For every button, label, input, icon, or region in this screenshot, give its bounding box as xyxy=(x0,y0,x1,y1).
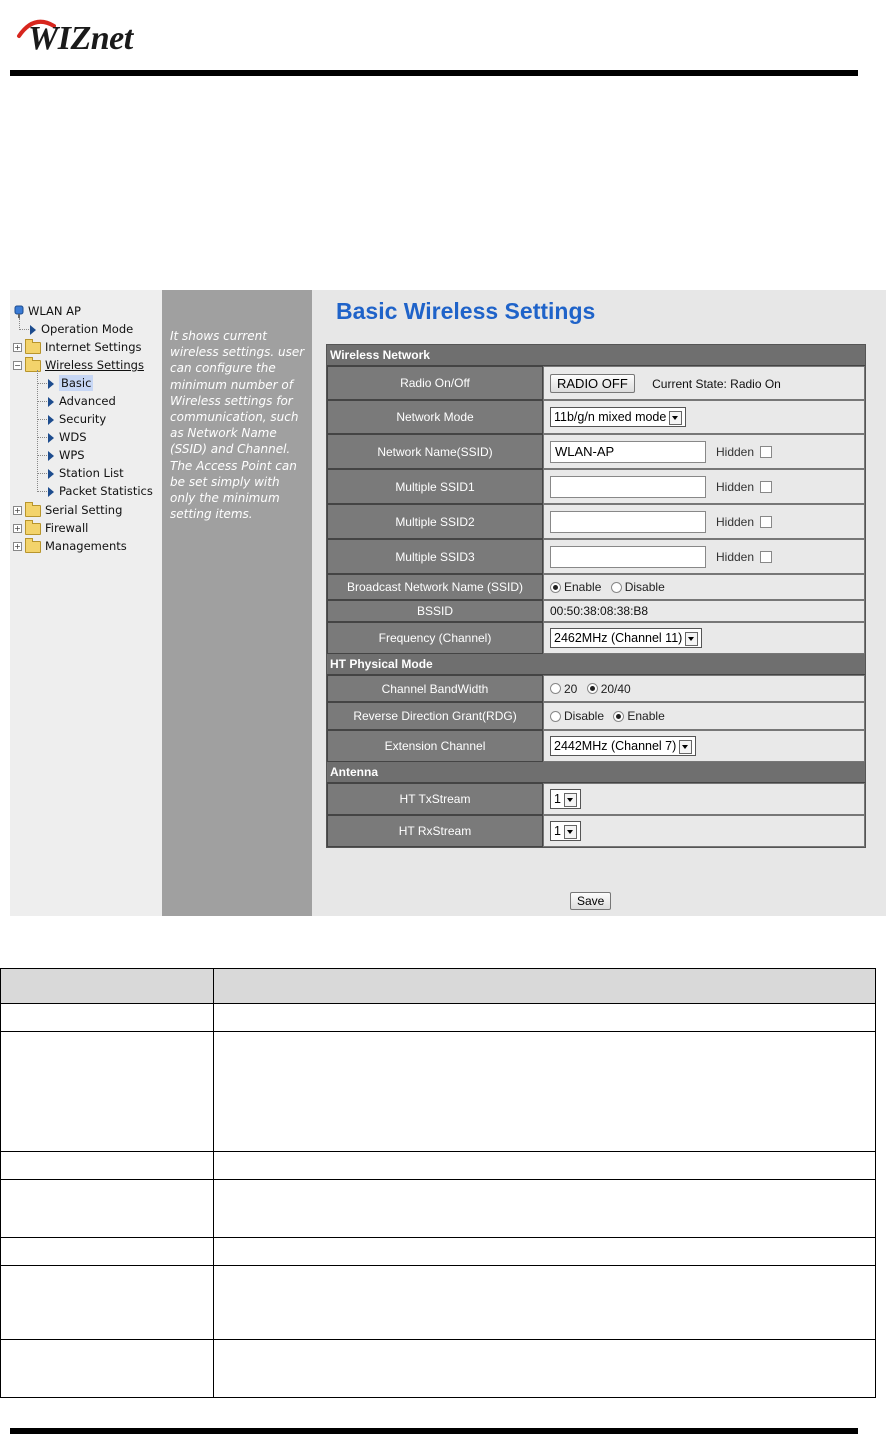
wlan-ap-icon xyxy=(14,305,24,319)
row-broadcast xyxy=(327,574,865,600)
select-value: 1 xyxy=(554,824,561,838)
frequency-select[interactable] xyxy=(550,628,702,648)
row-label: Network Name(SSID) xyxy=(327,434,543,469)
table-row xyxy=(1,1004,876,1032)
arrow-icon xyxy=(48,379,54,389)
tree-line xyxy=(37,383,47,384)
tree-item-label: Packet Statistics xyxy=(59,484,153,498)
tree-line xyxy=(19,318,20,328)
row-label: Multiple SSID3 xyxy=(327,539,543,574)
table-cell xyxy=(214,1152,876,1180)
expand-plus-icon[interactable]: + xyxy=(14,506,21,515)
broadcast-enable-radio[interactable] xyxy=(550,582,561,593)
row-value xyxy=(543,434,865,469)
table-cell xyxy=(1,1266,214,1340)
mssid1-hidden-checkbox[interactable] xyxy=(760,481,772,493)
row-tx-stream xyxy=(327,783,865,815)
expand-plus-icon[interactable]: + xyxy=(14,542,21,551)
radio-off-button[interactable]: RADIO OFF xyxy=(550,374,635,393)
row-ssid xyxy=(327,434,865,469)
row-label: Extension Channel xyxy=(327,730,543,762)
hidden-label: Hidden xyxy=(716,444,755,459)
row-label: Broadcast Network Name (SSID) xyxy=(327,574,543,600)
tree-item-internet-settings[interactable] xyxy=(13,339,142,355)
table-cell xyxy=(1,1340,214,1398)
row-network-mode xyxy=(327,400,865,434)
tree-item-label: Station List xyxy=(59,466,124,480)
arrow-icon xyxy=(48,433,54,443)
radio-label: Disable xyxy=(624,580,665,595)
tree-line xyxy=(19,329,29,330)
radio-label: Disable xyxy=(564,709,605,724)
row-value xyxy=(543,504,865,539)
table-cell xyxy=(214,1238,876,1266)
tree-item-wps[interactable] xyxy=(48,447,85,463)
table-cell xyxy=(214,1266,876,1340)
arrow-icon xyxy=(48,469,54,479)
row-value xyxy=(543,539,865,574)
row-label: Frequency (Channel) xyxy=(327,622,543,654)
main-panel xyxy=(312,290,886,916)
row-label: Reverse Direction Grant(RDG) xyxy=(327,702,543,730)
help-text: It shows current wireless settings. user can configure the minimum number of Wireless settings for communication, such as Network Name (SSID) and Channel. The Access Point can be set simply with only the minimum setting items. xyxy=(170,329,305,522)
table-row xyxy=(1,1266,876,1340)
table-cell xyxy=(214,1032,876,1152)
folder-open-icon xyxy=(25,360,41,372)
radio-state-text: Current State: Radio On xyxy=(652,376,781,391)
table-row xyxy=(1,1340,876,1398)
chevron-down-icon xyxy=(679,740,692,754)
settings-form xyxy=(326,344,866,848)
tree-item-station-list[interactable] xyxy=(48,465,124,481)
tree-item-label: Operation Mode xyxy=(41,322,134,336)
row-value xyxy=(543,574,865,600)
chevron-down-icon xyxy=(685,632,698,646)
footer-rule xyxy=(10,1428,858,1434)
tree-item-label: Internet Settings xyxy=(45,340,142,354)
section-header-antenna xyxy=(327,762,865,783)
row-radio xyxy=(327,366,865,400)
tree-item-label: Firewall xyxy=(45,521,89,535)
save-button[interactable]: Save xyxy=(570,892,611,910)
tree-item-wireless-settings[interactable] xyxy=(13,357,144,373)
page-title: Basic Wireless Settings xyxy=(336,298,596,324)
row-label: Channel BandWidth xyxy=(327,675,543,702)
table-row xyxy=(1,1032,876,1152)
select-value: 11b/g/n mixed mode xyxy=(554,410,667,424)
rx-stream-select[interactable] xyxy=(550,821,581,841)
hidden-label: Hidden xyxy=(716,549,755,564)
row-label: HT TxStream xyxy=(327,783,543,815)
rdg-enable-radio[interactable] xyxy=(613,711,624,722)
tree-item-label: WPS xyxy=(59,448,85,462)
row-value xyxy=(543,783,865,815)
folder-icon xyxy=(25,505,41,517)
mssid3-input[interactable] xyxy=(550,546,706,568)
row-value xyxy=(543,675,865,702)
mssid3-hidden-checkbox[interactable] xyxy=(760,551,772,563)
folder-icon xyxy=(25,541,41,553)
arrow-icon xyxy=(48,487,54,497)
router-web-ui xyxy=(10,290,886,916)
row-label: BSSID xyxy=(327,600,543,622)
table-cell xyxy=(1,1180,214,1238)
tree-line xyxy=(37,419,47,420)
tree-item-label: WDS xyxy=(59,430,87,444)
radio-label: Enable xyxy=(564,580,602,595)
expand-plus-icon[interactable]: + xyxy=(14,343,21,352)
radio-label: 20 xyxy=(564,681,578,696)
bssid-value: 00:50:38:08:38:B8 xyxy=(543,600,865,622)
tree-line xyxy=(37,401,47,402)
tree-line xyxy=(37,437,47,438)
row-mssid2 xyxy=(327,504,865,539)
row-rdg xyxy=(327,702,865,730)
select-value: 2462MHz (Channel 11) xyxy=(554,631,683,645)
hidden-label: Hidden xyxy=(716,514,755,529)
select-value: 2442MHz (Channel 7) xyxy=(554,739,677,753)
header-rule xyxy=(10,70,858,76)
tree-item-label: Basic xyxy=(61,376,92,390)
table-row xyxy=(1,1152,876,1180)
tree-item-packet-statistics[interactable] xyxy=(48,483,153,499)
arrow-icon xyxy=(30,325,36,335)
section-header-wireless-network xyxy=(327,345,865,366)
table-row xyxy=(1,1238,876,1266)
table-row xyxy=(1,1180,876,1238)
mssid1-input[interactable] xyxy=(550,476,706,498)
tree-line xyxy=(37,491,47,492)
table-cell xyxy=(1,969,214,1004)
table-cell xyxy=(214,1340,876,1398)
row-value xyxy=(543,469,865,504)
row-extension-channel xyxy=(327,730,865,762)
section-title: HT Physical Mode xyxy=(327,654,865,675)
tree-item-serial-setting[interactable] xyxy=(13,502,122,518)
bandwidth-20-40-radio[interactable] xyxy=(587,683,598,694)
arrow-icon xyxy=(48,415,54,425)
row-rx-stream xyxy=(327,815,865,847)
logo-text: WIZnet xyxy=(28,20,133,57)
network-mode-select[interactable] xyxy=(550,407,686,427)
chevron-down-icon xyxy=(669,411,682,425)
tree-item-managements[interactable] xyxy=(13,538,127,554)
row-value xyxy=(543,366,865,400)
broadcast-disable-radio[interactable] xyxy=(611,582,622,593)
tree-item-operation-mode[interactable] xyxy=(30,321,133,337)
row-value xyxy=(543,730,865,762)
row-label: Multiple SSID1 xyxy=(327,469,543,504)
section-header-ht-physical-mode xyxy=(327,654,865,675)
chevron-down-icon xyxy=(564,825,577,839)
row-mssid3 xyxy=(327,539,865,574)
folder-icon xyxy=(25,342,41,354)
navigation-tree xyxy=(10,290,162,916)
wiznet-logo xyxy=(10,18,170,62)
extension-channel-select[interactable] xyxy=(550,736,696,756)
row-value xyxy=(543,622,865,654)
row-value xyxy=(543,815,865,847)
row-value xyxy=(543,702,865,730)
table-cell xyxy=(214,1180,876,1238)
row-label: Multiple SSID2 xyxy=(327,504,543,539)
tree-item-label: Serial Setting xyxy=(45,503,123,517)
ssid-input[interactable]: WLAN-AP xyxy=(550,441,706,463)
tx-stream-select[interactable] xyxy=(550,789,581,809)
mssid2-input[interactable] xyxy=(550,511,706,533)
table-cell xyxy=(214,969,876,1004)
tree-item-firewall[interactable] xyxy=(13,520,88,536)
row-frequency xyxy=(327,622,865,654)
tree-item-advanced[interactable] xyxy=(48,393,116,409)
table-cell xyxy=(1,1004,214,1032)
row-bandwidth xyxy=(327,675,865,702)
arrow-icon xyxy=(48,397,54,407)
tree-item-security[interactable] xyxy=(48,411,106,427)
table-header-row xyxy=(1,969,876,1004)
select-value: 1 xyxy=(554,792,561,806)
tree-item-label: Security xyxy=(59,412,107,426)
tree-item-label: Wireless Settings xyxy=(45,358,144,372)
bandwidth-20-radio[interactable] xyxy=(550,683,561,694)
tree-item-wds[interactable] xyxy=(48,429,87,445)
mssid2-hidden-checkbox[interactable] xyxy=(760,516,772,528)
tree-line xyxy=(37,473,47,474)
arrow-icon xyxy=(48,451,54,461)
expand-plus-icon[interactable]: + xyxy=(14,524,21,533)
row-mssid1 xyxy=(327,469,865,504)
collapse-minus-icon[interactable]: − xyxy=(14,361,21,370)
row-label: HT RxStream xyxy=(327,815,543,847)
table-cell xyxy=(214,1004,876,1032)
tree-item-basic[interactable] xyxy=(48,375,93,391)
table-cell xyxy=(1,1032,214,1152)
folder-icon xyxy=(25,523,41,535)
tree-root[interactable] xyxy=(14,303,81,319)
tree-root-label: WLAN AP xyxy=(28,304,81,318)
row-bssid xyxy=(327,600,865,622)
tree-item-label: Managements xyxy=(45,539,127,553)
radio-label: Enable xyxy=(627,709,665,724)
tree-line xyxy=(37,455,47,456)
row-label: Network Mode xyxy=(327,400,543,434)
table-cell xyxy=(1,1238,214,1266)
description-table xyxy=(0,968,876,1398)
chevron-down-icon xyxy=(564,793,577,807)
row-value xyxy=(543,400,865,434)
section-title: Antenna xyxy=(327,762,865,783)
rdg-disable-radio[interactable] xyxy=(550,711,561,722)
radio-label: 20/40 xyxy=(600,681,631,696)
ssid-hidden-checkbox[interactable] xyxy=(760,446,772,458)
row-label: Radio On/Off xyxy=(327,366,543,400)
help-panel xyxy=(162,290,312,916)
section-title: Wireless Network xyxy=(327,345,865,366)
table-cell xyxy=(1,1152,214,1180)
tree-item-label: Advanced xyxy=(59,394,116,408)
hidden-label: Hidden xyxy=(716,479,755,494)
